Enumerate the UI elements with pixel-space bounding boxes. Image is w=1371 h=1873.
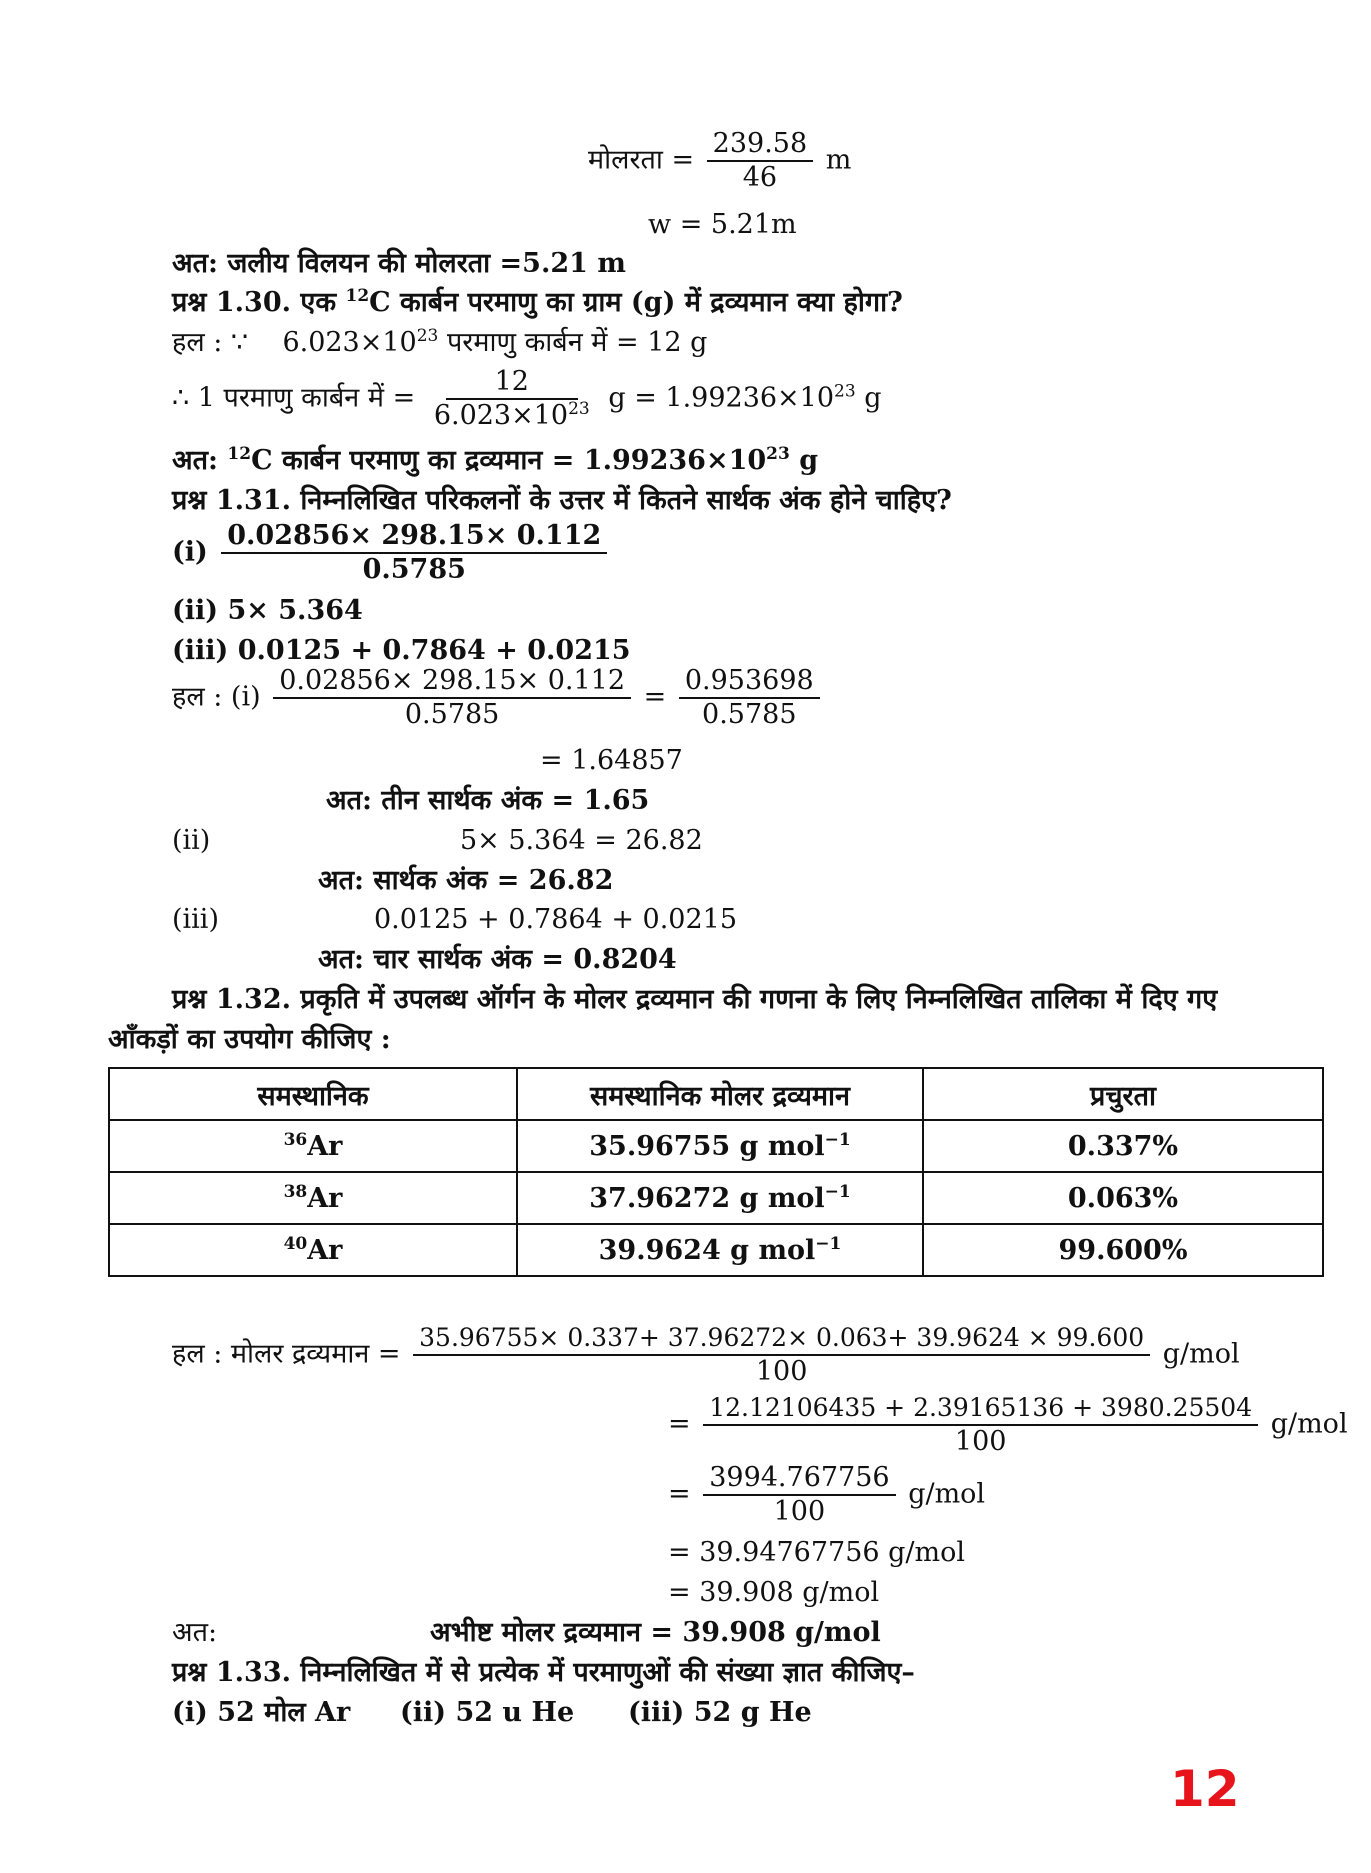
- question-1-30: प्रश्न 1.30. एक $^{12}$C कार्बन परमाणु का ग्राम (g) में द्रव्यमान क्या होगा?: [172, 286, 903, 318]
- q132-answer-label: अत:: [172, 1617, 218, 1648]
- table-header-cell: प्रचुरता: [923, 1068, 1323, 1120]
- q131-result-i: = 1.64857: [540, 745, 683, 776]
- question-1-33: प्रश्न 1.33. निम्नलिखित में से प्रत्येक में परमाणुओं की संख्या ज्ञात कीजिए–: [172, 1657, 915, 1688]
- abundance-cell: 99.600%: [923, 1224, 1323, 1276]
- q130-fraction: $\frac{12}{6.023\times 10^{23}}$: [433, 366, 590, 431]
- q131-ii-label: (ii): [172, 825, 211, 856]
- isotope-cell: $^{36}$Ar: [109, 1120, 517, 1172]
- q131-solution-i: हल : (i) $\frac{0.02856\times 298.15\times 0.112}{0.5785}$ = $\frac{0.953698}{0.5785}$: [172, 665, 824, 731]
- q130-solution-line2: ∴ 1 परमाणु कार्बन में = $\frac{12}{6.023\times 10^{23}}$ $g = 1.99236\times 10^{23}$ g: [172, 366, 882, 431]
- mass-cell: 37.96272 g mol$^{-1}$: [517, 1172, 923, 1224]
- q132-solution-step2: = $\frac{12.12106435 + 2.39165136 + 3980.25504}{100}$ g/mol: [668, 1393, 1348, 1457]
- q131-ii-calc: 5× 5.364 = 26.82: [460, 825, 703, 856]
- q131-part-iii: (iii) 0.0125 + 0.7864 + 0.0215: [172, 635, 631, 666]
- q131-i-fraction: $\frac{0.02856\times 298.15\times 0.112}{0.5785}$: [221, 520, 607, 586]
- q131-answer-i: अत: तीन सार्थक अंक = 1.65: [326, 785, 650, 816]
- table-header-cell: समस्थानिक: [109, 1068, 517, 1120]
- question-1-32-line2: आँकड़ों का उपयोग कीजिए :: [108, 1024, 391, 1055]
- q131-part-ii: (ii) 5× 5.364: [172, 595, 363, 626]
- table-row: [109, 1172, 1323, 1224]
- question-1-31: प्रश्न 1.31. निम्नलिखित परिकलनों के उत्तर में कितने सार्थक अंक होने चाहिए?: [172, 485, 952, 516]
- molality-conclusion: अत: जलीय विलयन की मोलरता =5.21 m: [172, 248, 626, 279]
- q132-solution-step1: हल : मोलर द्रव्यमान = $\frac{35.96755\times 0.337+ 37.96272\times 0.063+ 39.9624 \times 99.600}{100}$ g/mol: [172, 1323, 1240, 1387]
- page-number: 12: [1170, 1760, 1240, 1818]
- isotope-table: [108, 1067, 1324, 1277]
- w-line: w = 5.21m: [648, 209, 797, 240]
- table-row: [109, 1120, 1323, 1172]
- q130-solution-line1: हल : ∵ $6.023\times 10^{23}$ परमाणु कार्बन में = 12 g: [172, 326, 708, 358]
- mass-cell: 35.96755 g mol$^{-1}$: [517, 1120, 923, 1172]
- molality-fraction: $\frac{239.58}{46}$: [707, 128, 813, 194]
- mass-cell: 39.9624 g mol$^{-1}$: [517, 1224, 923, 1276]
- q132-solution-step4: = 39.94767756 g/mol: [668, 1537, 966, 1568]
- q131-answer-ii: अत: सार्थक अंक = 26.82: [318, 865, 614, 896]
- q133-option-i: (i) 52 मोल Ar: [172, 1697, 351, 1728]
- isotope-cell: $^{40}$Ar: [109, 1224, 517, 1276]
- q132-solution-step3: = $\frac{3994.767756}{100}$ g/mol: [668, 1462, 986, 1527]
- table-row: [109, 1224, 1323, 1276]
- q132-solution-step5: = 39.908 g/mol: [668, 1577, 880, 1608]
- abundance-cell: 0.063%: [923, 1172, 1323, 1224]
- q131-iii-label: (iii): [172, 904, 219, 935]
- q131-answer-iii: अत: चार सार्थक अंक = 0.8204: [318, 944, 677, 975]
- q133-option-iii: (iii) 52 g He: [628, 1697, 812, 1728]
- abundance-cell: 0.337%: [923, 1120, 1323, 1172]
- q133-option-ii: (ii) 52 u He: [400, 1697, 575, 1728]
- q130-answer: अत: $^{12}$C कार्बन परमाणु का द्रव्यमान = $1.99236\times 10^{23}$ g: [172, 444, 819, 476]
- isotope-cell: $^{38}$Ar: [109, 1172, 517, 1224]
- q132-answer: अभीष्ट मोलर द्रव्यमान = 39.908 g/mol: [430, 1617, 881, 1648]
- table-header-row: [109, 1068, 1323, 1120]
- q131-iii-calc: 0.0125 + 0.7864 + 0.0215: [374, 904, 737, 935]
- question-1-32-line1: प्रश्न 1.32. प्रकृति में उपलब्ध ऑर्गन के मोलर द्रव्यमान की गणना के लिए निम्नलिखित तालिका में दिए गए: [172, 984, 1218, 1015]
- table-header-cell: समस्थानिक मोलर द्रव्यमान: [517, 1068, 923, 1120]
- molality-equation: मोलरता = $\frac{239.58}{46}$ m: [588, 128, 852, 193]
- q131-part-i: (i) $\frac{0.02856\times 298.15\times 0.112}{0.5785}$: [172, 520, 611, 586]
